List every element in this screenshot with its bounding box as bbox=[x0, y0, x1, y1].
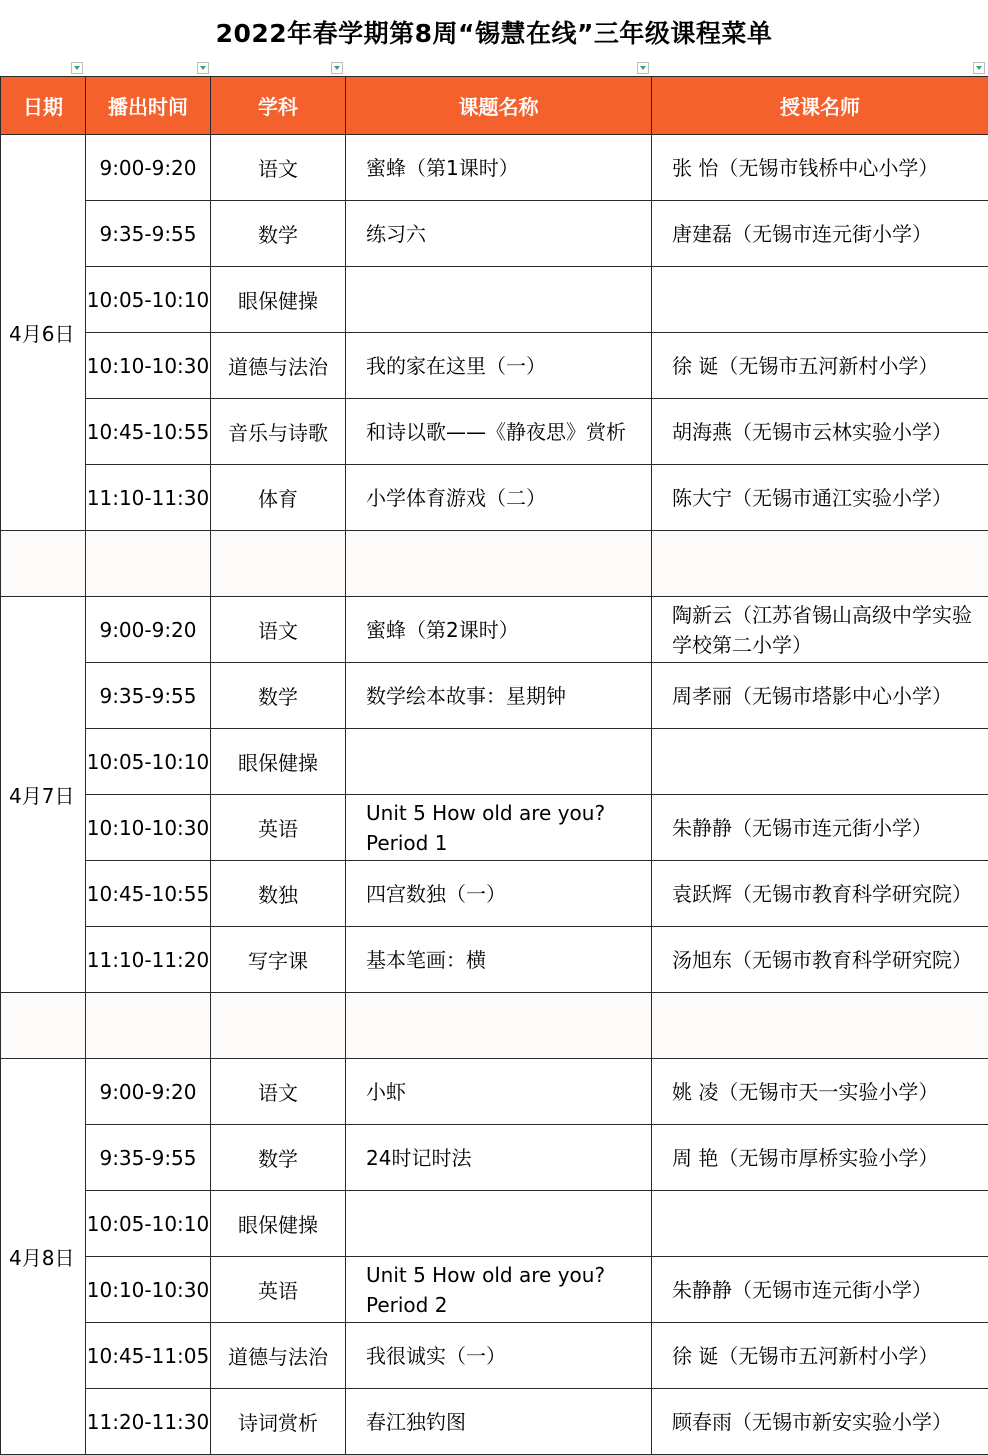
subject-cell: 英语 bbox=[211, 795, 346, 861]
subject-cell: 数独 bbox=[211, 861, 346, 927]
date-cell: 4月7日 bbox=[1, 597, 86, 993]
teacher-cell: 朱静静（无锡市连元街小学） bbox=[652, 795, 988, 861]
teacher-cell bbox=[652, 1191, 988, 1257]
empty-cell bbox=[211, 531, 346, 597]
teacher-cell: 姚 凌（无锡市天一实验小学） bbox=[652, 1059, 988, 1125]
topic-cell: 蜜蜂（第1课时） bbox=[346, 135, 652, 201]
time-cell: 9:35-9:55 bbox=[86, 1125, 211, 1191]
time-cell: 10:05-10:10 bbox=[86, 267, 211, 333]
topic-cell: 小学体育游戏（二） bbox=[346, 465, 652, 531]
table-row bbox=[1, 465, 988, 531]
table-row bbox=[1, 1323, 988, 1389]
time-cell: 10:45-11:05 bbox=[86, 1323, 211, 1389]
table-row bbox=[1, 267, 988, 333]
time-cell: 11:10-11:30 bbox=[86, 465, 211, 531]
topic-cell: 基本笔画：横 bbox=[346, 927, 652, 993]
empty-cell bbox=[86, 993, 211, 1059]
topic-cell bbox=[346, 1191, 652, 1257]
time-cell: 10:05-10:10 bbox=[86, 729, 211, 795]
empty-cell bbox=[86, 531, 211, 597]
topic-cell: 小虾 bbox=[346, 1059, 652, 1125]
teacher-cell bbox=[652, 729, 988, 795]
table-row bbox=[1, 597, 988, 663]
teacher-cell: 徐 诞（无锡市五河新村小学） bbox=[652, 333, 988, 399]
topic-cell: 蜜蜂（第2课时） bbox=[346, 597, 652, 663]
time-cell: 11:10-11:20 bbox=[86, 927, 211, 993]
empty-cell bbox=[211, 993, 346, 1059]
table-row bbox=[1, 927, 988, 993]
teacher-cell: 唐建磊（无锡市连元街小学） bbox=[652, 201, 988, 267]
topic-cell bbox=[346, 267, 652, 333]
time-cell: 9:00-9:20 bbox=[86, 1059, 211, 1125]
table-row bbox=[1, 1389, 988, 1455]
subject-cell: 音乐与诗歌 bbox=[211, 399, 346, 465]
table-row bbox=[1, 399, 988, 465]
table-row bbox=[1, 795, 988, 861]
subject-cell: 眼保健操 bbox=[211, 1191, 346, 1257]
time-cell: 9:00-9:20 bbox=[86, 135, 211, 201]
schedule-table bbox=[0, 76, 988, 1455]
teacher-cell: 朱静静（无锡市连元街小学） bbox=[652, 1257, 988, 1323]
filter-dropdown-icon[interactable] bbox=[71, 62, 83, 74]
teacher-cell: 汤旭东（无锡市教育科学研究院） bbox=[652, 927, 988, 993]
time-cell: 9:00-9:20 bbox=[86, 597, 211, 663]
header-topic: 课题名称 bbox=[346, 77, 652, 135]
time-cell: 10:10-10:30 bbox=[86, 795, 211, 861]
subject-cell: 语文 bbox=[211, 1059, 346, 1125]
subject-cell: 诗词赏析 bbox=[211, 1389, 346, 1455]
topic-cell: 练习六 bbox=[346, 201, 652, 267]
subject-cell: 数学 bbox=[211, 201, 346, 267]
topic-cell: Unit 5 How old are you? Period 1 bbox=[346, 795, 652, 861]
filter-dropdown-icon[interactable] bbox=[331, 62, 343, 74]
teacher-cell: 周 艳（无锡市厚桥实验小学） bbox=[652, 1125, 988, 1191]
teacher-cell: 陈大宁（无锡市通江实验小学） bbox=[652, 465, 988, 531]
subject-cell: 道德与法治 bbox=[211, 333, 346, 399]
header-subject: 学科 bbox=[211, 77, 346, 135]
filter-dropdown-icon[interactable] bbox=[637, 62, 649, 74]
table-row bbox=[1, 861, 988, 927]
time-cell: 9:35-9:55 bbox=[86, 201, 211, 267]
table-row bbox=[1, 1059, 988, 1125]
table-row bbox=[1, 1125, 988, 1191]
date-cell: 4月8日 bbox=[1, 1059, 86, 1455]
topic-cell: 春江独钓图 bbox=[346, 1389, 652, 1455]
subject-cell: 体育 bbox=[211, 465, 346, 531]
table-row bbox=[1, 663, 988, 729]
empty-cell bbox=[652, 993, 988, 1059]
subject-cell: 道德与法治 bbox=[211, 1323, 346, 1389]
time-cell: 10:45-10:55 bbox=[86, 861, 211, 927]
topic-cell: Unit 5 How old are you? Period 2 bbox=[346, 1257, 652, 1323]
teacher-cell: 陶新云（江苏省锡山高级中学实验学校第二小学） bbox=[652, 597, 988, 663]
table-row bbox=[1, 729, 988, 795]
empty-cell bbox=[346, 993, 652, 1059]
teacher-cell: 徐 诞（无锡市五河新村小学） bbox=[652, 1323, 988, 1389]
time-cell: 10:10-10:30 bbox=[86, 333, 211, 399]
header-teacher: 授课名师 bbox=[652, 77, 988, 135]
teacher-cell: 袁跃辉（无锡市教育科学研究院） bbox=[652, 861, 988, 927]
time-cell: 10:45-10:55 bbox=[86, 399, 211, 465]
time-cell: 10:10-10:30 bbox=[86, 1257, 211, 1323]
table-row bbox=[1, 135, 988, 201]
separator-row bbox=[1, 531, 988, 597]
subject-cell: 眼保健操 bbox=[211, 729, 346, 795]
time-cell: 11:20-11:30 bbox=[86, 1389, 211, 1455]
filter-bar bbox=[0, 62, 988, 76]
header-date: 日期 bbox=[1, 77, 86, 135]
teacher-cell: 胡海燕（无锡市云林实验小学） bbox=[652, 399, 988, 465]
topic-cell: 我很诚实（一） bbox=[346, 1323, 652, 1389]
header-time: 播出时间 bbox=[86, 77, 211, 135]
empty-cell bbox=[346, 531, 652, 597]
empty-cell bbox=[1, 993, 86, 1059]
empty-cell bbox=[652, 531, 988, 597]
time-cell: 9:35-9:55 bbox=[86, 663, 211, 729]
topic-cell bbox=[346, 729, 652, 795]
subject-cell: 眼保健操 bbox=[211, 267, 346, 333]
subject-cell: 写字课 bbox=[211, 927, 346, 993]
topic-cell: 我的家在这里（一） bbox=[346, 333, 652, 399]
table-row bbox=[1, 201, 988, 267]
date-cell: 4月6日 bbox=[1, 135, 86, 531]
topic-cell: 数学绘本故事：星期钟 bbox=[346, 663, 652, 729]
topic-cell: 和诗以歌——《静夜思》赏析 bbox=[346, 399, 652, 465]
filter-dropdown-icon[interactable] bbox=[197, 62, 209, 74]
table-row bbox=[1, 1257, 988, 1323]
topic-cell: 24时记时法 bbox=[346, 1125, 652, 1191]
topic-cell: 四宫数独（一） bbox=[346, 861, 652, 927]
teacher-cell: 顾春雨（无锡市新安实验小学） bbox=[652, 1389, 988, 1455]
table-row bbox=[1, 1191, 988, 1257]
subject-cell: 数学 bbox=[211, 663, 346, 729]
subject-cell: 语文 bbox=[211, 135, 346, 201]
filter-dropdown-icon[interactable] bbox=[973, 62, 985, 74]
separator-row bbox=[1, 993, 988, 1059]
header-row bbox=[1, 77, 988, 135]
subject-cell: 数学 bbox=[211, 1125, 346, 1191]
page-title: 2022年春学期第8周“锡慧在线”三年级课程菜单 bbox=[0, 0, 988, 64]
teacher-cell bbox=[652, 267, 988, 333]
teacher-cell: 张 怡（无锡市钱桥中心小学） bbox=[652, 135, 988, 201]
teacher-cell: 周孝丽（无锡市塔影中心小学） bbox=[652, 663, 988, 729]
time-cell: 10:05-10:10 bbox=[86, 1191, 211, 1257]
table-row bbox=[1, 333, 988, 399]
empty-cell bbox=[1, 531, 86, 597]
subject-cell: 语文 bbox=[211, 597, 346, 663]
subject-cell: 英语 bbox=[211, 1257, 346, 1323]
